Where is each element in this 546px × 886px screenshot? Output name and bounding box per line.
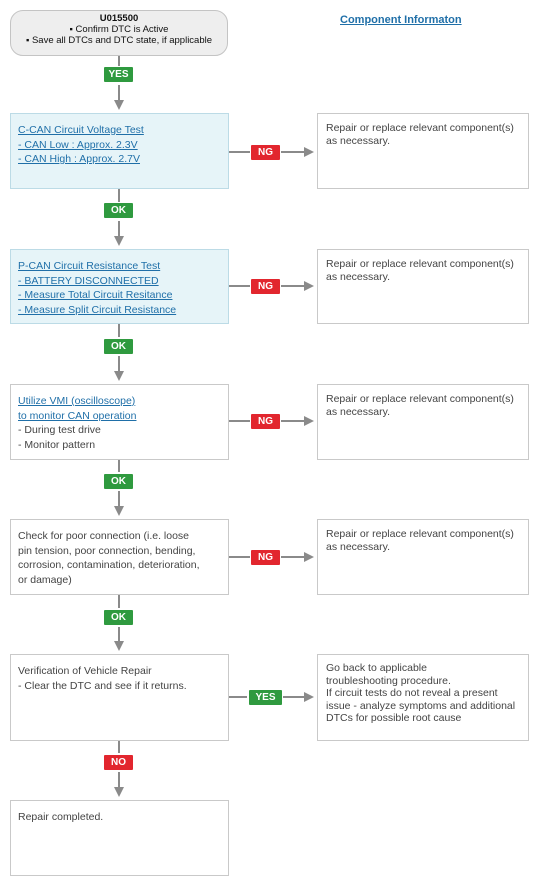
remedy-4-line-2: as necessary. bbox=[326, 540, 390, 553]
remedy-3-line-2: as necessary. bbox=[326, 405, 390, 418]
repair-completed-box bbox=[10, 800, 229, 876]
remedy-5-line-2: troubleshooting procedure. bbox=[326, 674, 451, 687]
yes-badge: YES bbox=[104, 67, 133, 82]
step-connection-check bbox=[10, 519, 229, 595]
start-node bbox=[10, 10, 228, 56]
step-vmi-monitor bbox=[10, 384, 229, 460]
step-2-line-4[interactable]: - Measure Split Circuit Resistance bbox=[18, 303, 177, 316]
step-verification bbox=[10, 654, 229, 741]
remedy-5-line-4: issue - analyze symptoms and additional bbox=[326, 699, 516, 712]
remedy-1-line-2: as necessary. bbox=[326, 134, 390, 147]
remedy-box-5 bbox=[317, 654, 529, 741]
step-3-line-3: - During test drive bbox=[18, 424, 101, 436]
step-1-title-link[interactable]: C-CAN Circuit Voltage Test bbox=[18, 124, 144, 136]
yes-badge: YES bbox=[249, 690, 282, 705]
ok-badge: OK bbox=[104, 203, 133, 218]
step-voltage-test bbox=[10, 113, 229, 189]
step-3-line-4: - Monitor pattern bbox=[18, 438, 96, 451]
start-line-1: ▪ Confirm DTC is Active bbox=[11, 24, 227, 35]
step-4-line-4: or damage) bbox=[18, 573, 72, 586]
dtc-code: U015500 bbox=[99, 13, 139, 24]
component-information-link[interactable]: Component Informaton bbox=[340, 14, 462, 26]
remedy-4-line-1: Repair or replace relevant component(s) bbox=[326, 528, 514, 540]
step-2-line-2[interactable]: - BATTERY DISCONNECTED bbox=[18, 274, 159, 287]
ng-badge: NG bbox=[251, 550, 280, 565]
start-line-2: ▪ Save all DTCs and DTC state, if applicable bbox=[11, 35, 227, 46]
remedy-box-2 bbox=[317, 249, 529, 324]
remedy-5-line-5: DTCs for possible root cause bbox=[326, 712, 462, 724]
ng-badge: NG bbox=[251, 414, 280, 429]
step-1-line-3[interactable]: - CAN High : Approx. 2.7V bbox=[18, 153, 140, 165]
step-5-line-1: Verification of Vehicle Repair bbox=[18, 665, 152, 677]
remedy-2-line-1: Repair or replace relevant component(s) bbox=[326, 258, 514, 270]
step-4-line-1: Check for poor connection (i.e. loose bbox=[18, 530, 190, 542]
step-2-title-link[interactable]: P-CAN Circuit Resistance Test bbox=[18, 260, 161, 272]
step-resistance-test bbox=[10, 249, 229, 324]
final-text: Repair completed. bbox=[18, 811, 104, 823]
remedy-5-line-1: Go back to applicable bbox=[326, 662, 427, 674]
remedy-5-line-3: If circuit tests do not reveal a present bbox=[326, 687, 498, 699]
ng-badge: NG bbox=[251, 279, 280, 294]
remedy-1-line-1: Repair or replace relevant component(s) bbox=[326, 122, 514, 134]
step-3-title-link[interactable]: Utilize VMI (oscilloscope) bbox=[18, 395, 136, 407]
remedy-box-1 bbox=[317, 113, 529, 189]
ok-badge: OK bbox=[104, 339, 133, 354]
step-2-line-3[interactable]: - Measure Total Circuit Resitance bbox=[18, 289, 173, 301]
step-5-line-2: - Clear the DTC and see if it returns. bbox=[18, 679, 187, 692]
ok-badge: OK bbox=[104, 610, 133, 625]
remedy-2-line-2: as necessary. bbox=[326, 270, 390, 283]
step-3-line-2[interactable]: to monitor CAN operation bbox=[18, 409, 137, 422]
remedy-3-line-1: Repair or replace relevant component(s) bbox=[326, 393, 514, 405]
no-badge: NO bbox=[104, 755, 133, 770]
remedy-box-3 bbox=[317, 384, 529, 460]
step-4-line-2: pin tension, poor connection, bending, bbox=[18, 544, 196, 557]
step-4-line-3: corrosion, contamination, deterioration, bbox=[18, 559, 200, 571]
step-1-line-2[interactable]: - CAN Low : Approx. 2.3V bbox=[18, 138, 138, 151]
remedy-box-4 bbox=[317, 519, 529, 595]
ng-badge: NG bbox=[251, 145, 280, 160]
ok-badge: OK bbox=[104, 474, 133, 489]
